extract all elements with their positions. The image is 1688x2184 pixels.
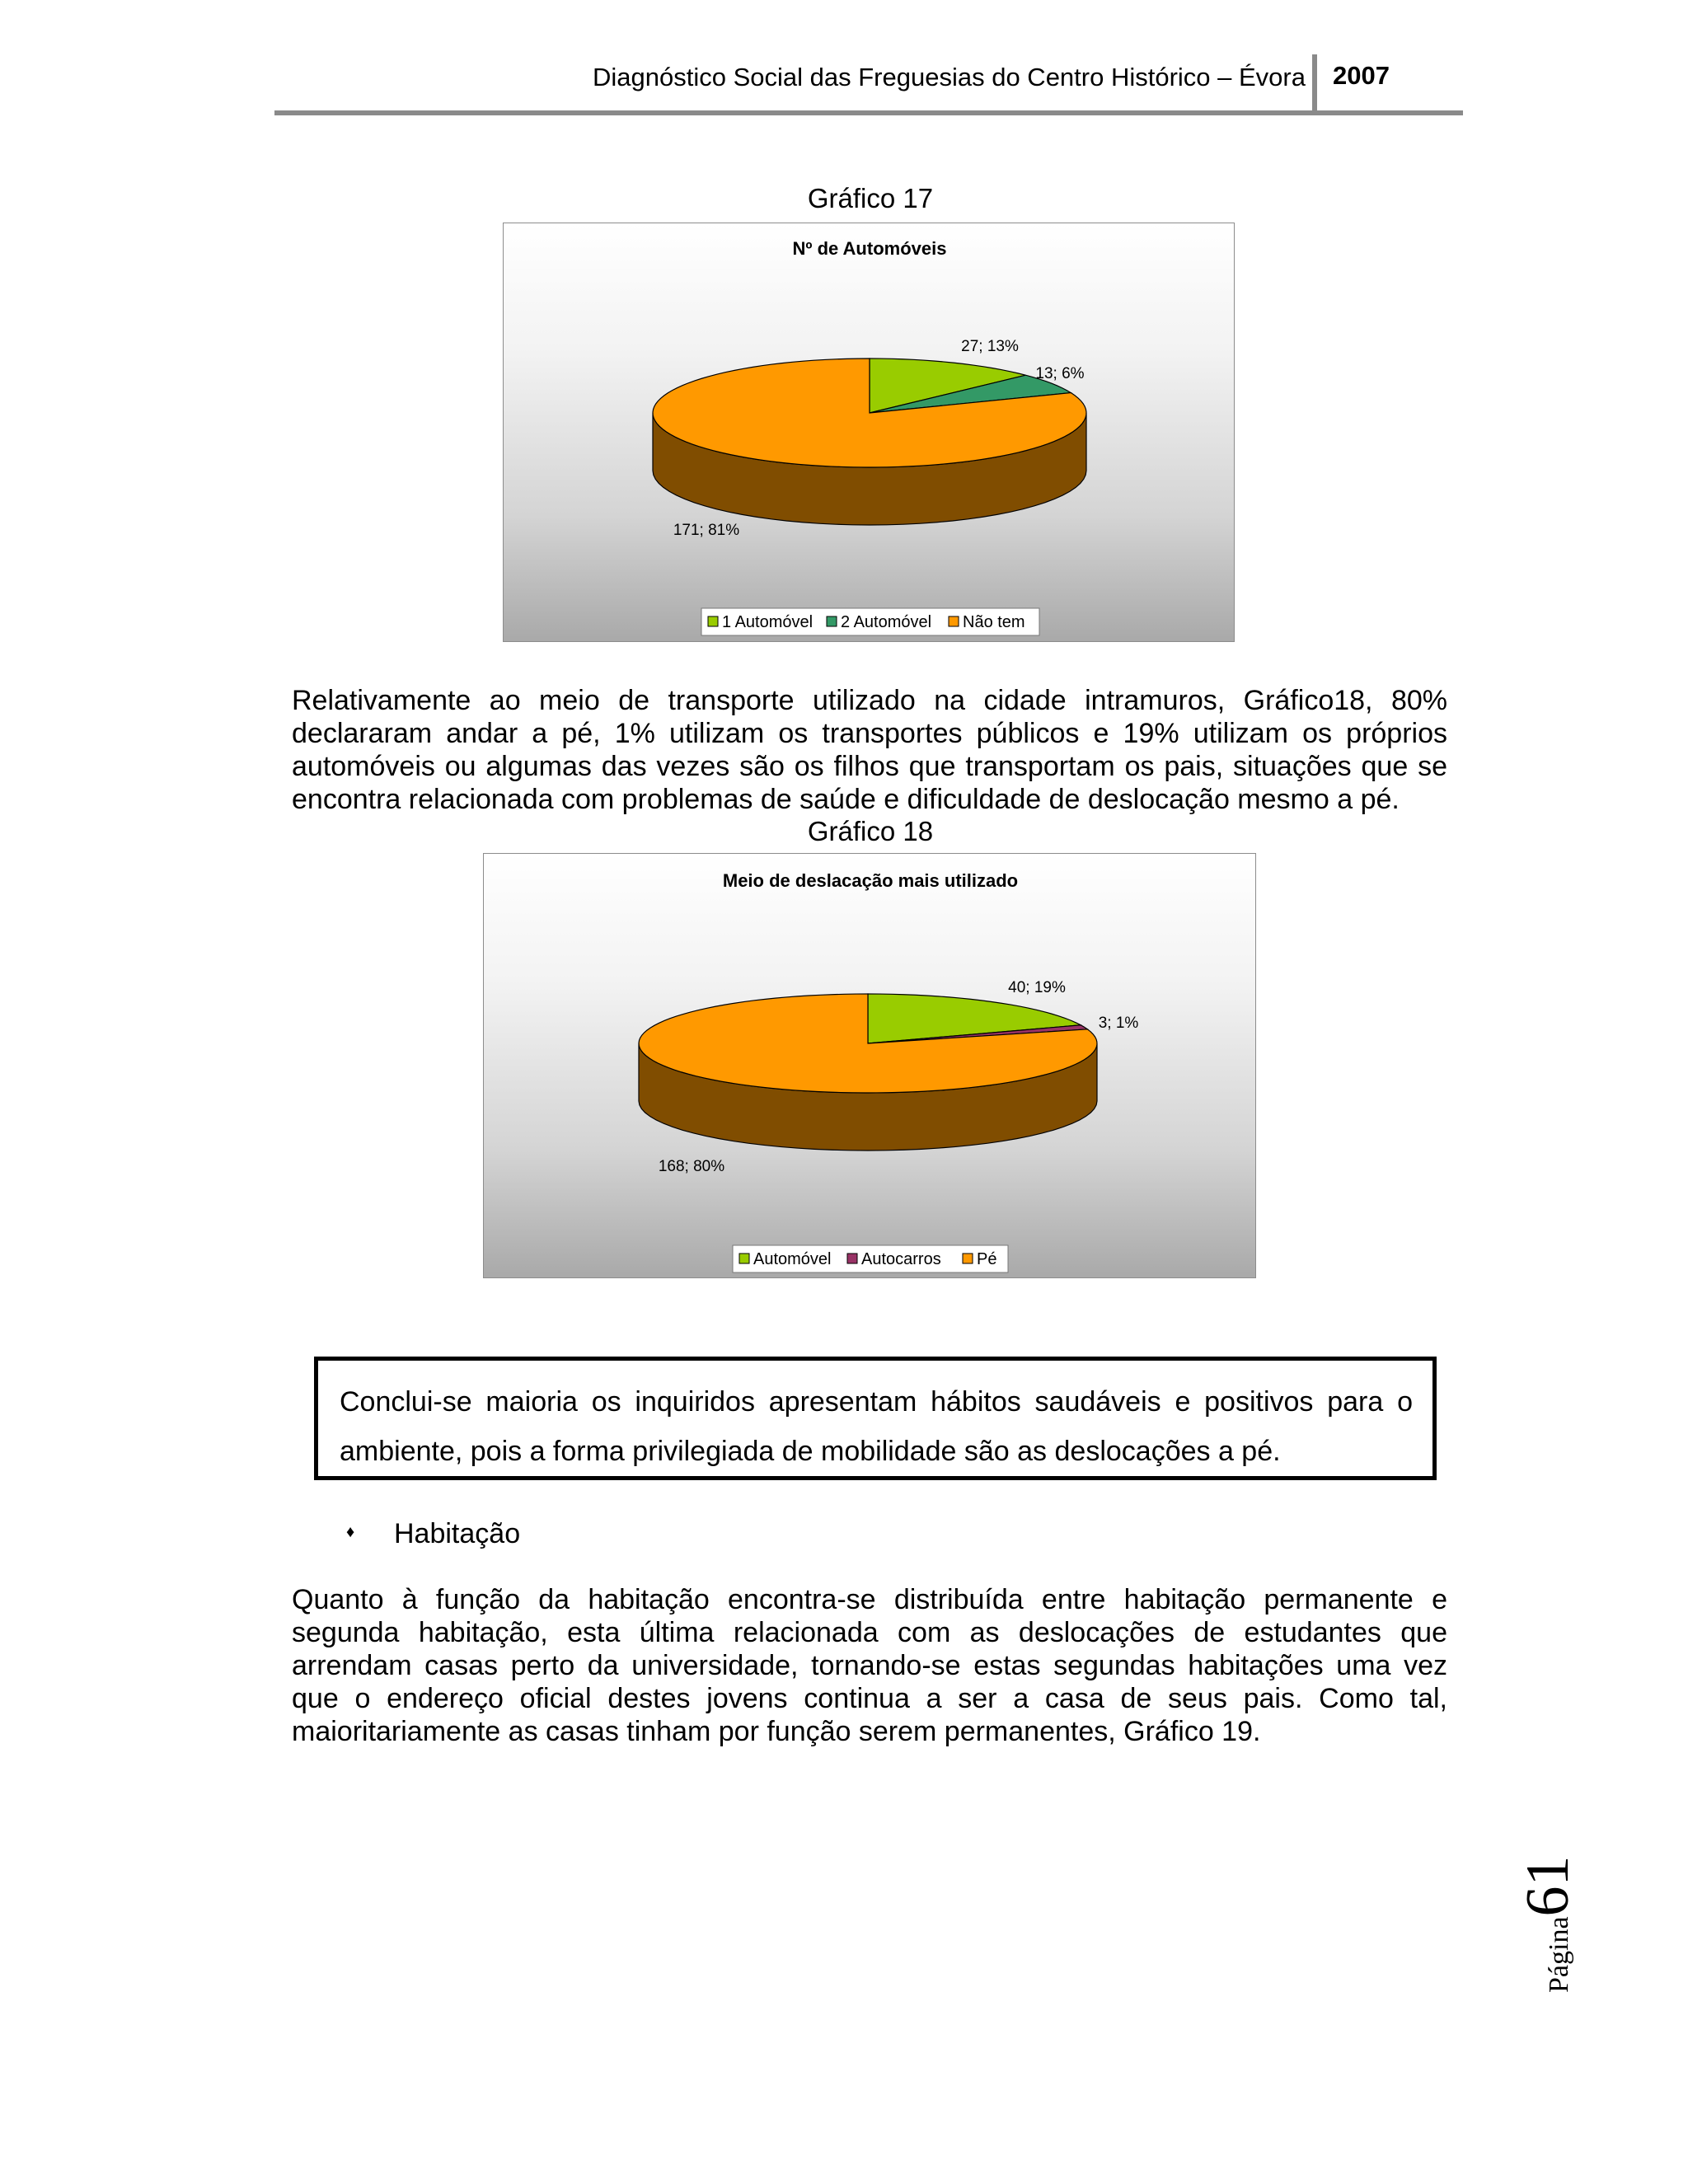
chart-17-legend-swatch-3 (949, 616, 959, 626)
chart-17-legend-swatch-1 (708, 616, 718, 626)
page-number: 61 (1514, 1855, 1582, 1917)
chart-18-data-label-1: 40; 19% (1008, 979, 1066, 996)
chart-17-legend-label-1: 1 Automóvel (722, 613, 814, 631)
conclusion-text: Conclui-se maioria os inquiridos apresentam hábitos saudáveis e positivos para o ambiente, pois a forma privilegiada de mobilidade são as deslocações a pé. (340, 1386, 1413, 1467)
chart-18-caption: Gráfico 18 (807, 816, 934, 846)
conclusion-box (314, 1357, 1437, 1480)
paragraph-transport: Relativamente ao meio de transporte utilizado na cidade intramuros, Gráfico18, 80% declararam andar a pé, 1% utilizam os transportes públicos e 19% utilizam os próprios automóveis ou algumas das vezes são os filhos que transportam os pais, situações que se encontra relacionada com problemas de saúde e dificuldade de deslocação mesmo a pé. (292, 685, 1447, 815)
header-separator (1312, 54, 1317, 115)
chart-17-svg (504, 223, 1236, 643)
chart-18-title: Meio de deslacação mais utilizado (722, 870, 1019, 891)
chart-18-area (483, 853, 1256, 1278)
section-heading-habitacao: Habitação (394, 1518, 521, 1549)
page-word: Página (1544, 1916, 1574, 1993)
header-rule (274, 110, 1463, 115)
chart-17-legend-label-2: 2 Automóvel (841, 613, 932, 631)
chart-17-data-label-1: 27; 13% (961, 338, 1019, 355)
chart-17-pie (653, 359, 1086, 525)
bullet-diamond-icon: ♦ (346, 1523, 355, 1541)
chart-18-legend-swatch-2 (847, 1254, 857, 1263)
chart-17-legend (701, 608, 1039, 635)
chart-17-legend-label-3: Não tem (963, 613, 1025, 631)
chart-18-legend-label-2: Autocarros (861, 1250, 941, 1268)
chart-17-caption: Gráfico 17 (807, 183, 934, 213)
chart-17-title: Nº de Automóveis (792, 238, 947, 259)
chart-17-data-label-3: 171; 81% (673, 522, 740, 539)
paragraph-habitacao: Quanto à função da habitação encontra-se distribuída entre habitação permanente e segunda habitação, esta última relacionada com as deslocações de estudantes que arrendam casas perto da universidade, tornando-se estas segundas habitações uma vez que o endereço oficial destes jovens continua a ser a casa de seus pais. Como tal, maioritariamente as casas tinham por função serem permanentes, Gráfico 19. (292, 1584, 1447, 1747)
chart-18-pie (639, 994, 1097, 1151)
chart-18-data-label-3: 168; 80% (658, 1158, 725, 1175)
chart-18-legend (733, 1245, 1008, 1272)
document-header-year: 2007 (1333, 61, 1390, 90)
chart-17-data-label-2: 13; 6% (1035, 365, 1085, 382)
chart-18-svg (484, 854, 1257, 1279)
chart-18-data-label-2: 3; 1% (1098, 1015, 1139, 1032)
chart-17-area (503, 223, 1235, 642)
chart-18-legend-swatch-3 (963, 1254, 973, 1263)
chart-18-legend-swatch-1 (739, 1254, 749, 1263)
chart-18-legend-label-1: Automóvel (753, 1250, 832, 1268)
chart-18-legend-label-3: Pé (977, 1250, 997, 1268)
document-header-title: Diagnóstico Social das Freguesias do Centro Histórico – Évora (593, 63, 1306, 91)
chart-17-legend-swatch-2 (827, 616, 837, 626)
